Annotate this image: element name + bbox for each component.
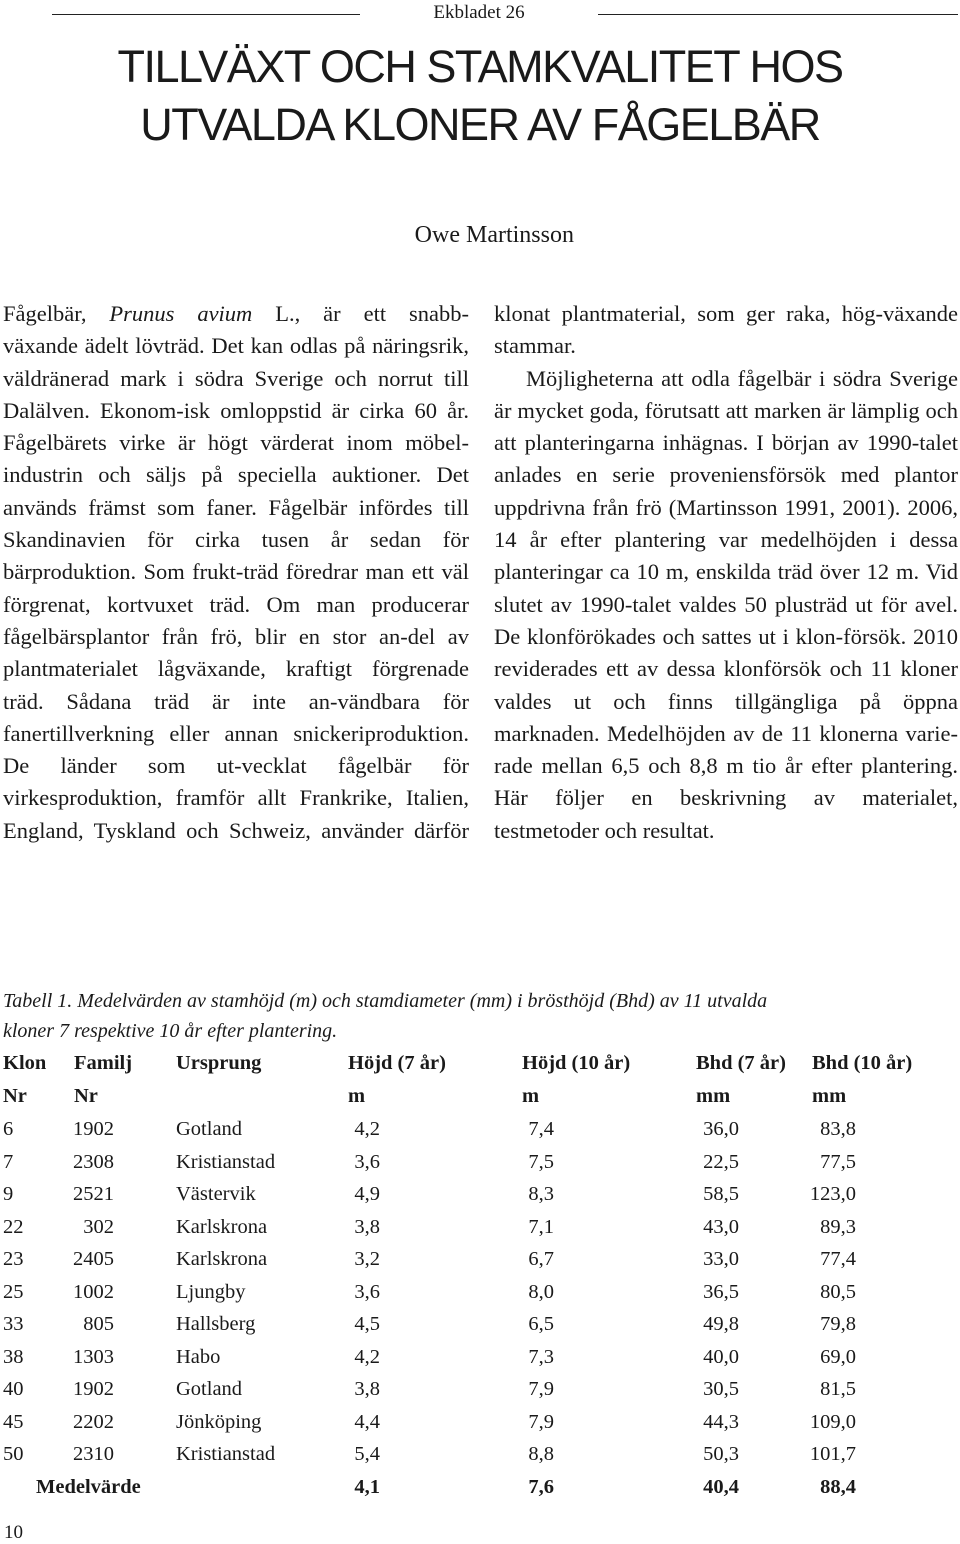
table-header-row-1 (0, 1052, 960, 1084)
cell-bhd-7: 44,3 (703, 1410, 739, 1433)
cell-hojd-7: 3,2 (354, 1248, 380, 1270)
header-rule-right (598, 14, 958, 15)
cell-bhd-7: 40,0 (703, 1345, 739, 1368)
table-row (0, 1313, 960, 1345)
cell-bhd-7: 36,0 (703, 1118, 739, 1140)
intro-first-line (3, 298, 469, 330)
cell-klon: 25 (3, 1280, 24, 1303)
cell-hojd-10: 7,1 (528, 1215, 554, 1238)
cell-bhd-7: 49,8 (703, 1313, 739, 1335)
cell-hojd-10: 7,4 (528, 1118, 554, 1140)
cell-familj: 1902 (73, 1118, 114, 1140)
cell-bhd-10: 80,5 (820, 1280, 856, 1303)
cell-bhd-7: 22,5 (703, 1150, 739, 1173)
col-header-hojd-10: Höjd (10 år) (522, 1052, 631, 1074)
cell-bhd-7: 33,0 (703, 1248, 739, 1270)
cell-familj: 1002 (73, 1280, 114, 1303)
cell-bhd-10: 77,5 (820, 1150, 856, 1173)
col-header-bhd-7: Bhd (7 år) (696, 1052, 786, 1074)
table-row (0, 1183, 960, 1215)
cell-bhd-10: 77,4 (820, 1248, 856, 1270)
intro-rest: växande ädelt lövträd. Det kan odlas på näringsrik, väldränerad mark i södra Sverige och norrut till Dalälven. Ekonom-isk omloppstid är cirka 60 år. Fågelbärets virke är högt värderat inom möbel-industrin och säljs på speciella auktioner. Det används främst som faner. Fågelbär infördes till Skandinavien för cirka tusen år sedan för bärproduktion. Som frukt-träd föredrar man ett väl förgrenat, kortvuxet träd. Om man producerar fågelbärsplantor från frö, blir en stor an-del av plantmaterialet lågväxande, kraftigt förgrenade träd. Sådana träd är inte an-vändbara för fanertillverkning eller annan snickeriproduktion. De länder som ut-vecklat fågelbär för virkesproduktion, framför allt Frankrike, Italien, England, Tyskland och Schweiz, använder därför (3, 333, 469, 843)
cell-ursprung: Gotland (176, 1118, 243, 1140)
table-footer-row (0, 1476, 960, 1508)
header-rule-left (52, 14, 360, 15)
body-column-left (3, 298, 469, 847)
cell-ursprung: Karlskrona (176, 1215, 268, 1238)
cell-klon: 23 (3, 1248, 24, 1270)
cell-ursprung: Kristianstad (176, 1150, 276, 1173)
table-row (0, 1151, 960, 1183)
cell-klon: 45 (3, 1410, 24, 1433)
page-number: 10 (4, 1522, 23, 1543)
author-name: Owe Martinsson (414, 222, 574, 248)
cell-ursprung: Hallsberg (176, 1313, 256, 1335)
cell-bhd-10: 123,0 (809, 1183, 856, 1205)
cell-bhd-7: 30,5 (703, 1378, 739, 1400)
cell-familj: 2308 (73, 1150, 114, 1173)
cell-ursprung: Karlskrona (176, 1248, 268, 1270)
cell-bhd-7: 36,5 (703, 1280, 739, 1303)
footer-bhd-10: 88,4 (820, 1476, 856, 1498)
unit-hojd-7: m (348, 1085, 366, 1107)
col-header-hojd-7: Höjd (7 år) (348, 1052, 446, 1074)
col-header-klon: Klon (3, 1052, 47, 1074)
cell-ursprung: Ljungby (176, 1280, 246, 1303)
cell-klon: 6 (3, 1118, 14, 1140)
cell-klon: 38 (3, 1345, 24, 1368)
cell-familj: 2310 (73, 1443, 114, 1465)
footer-bhd-7: 40,4 (703, 1476, 739, 1498)
cell-hojd-7: 3,8 (354, 1378, 380, 1400)
cell-bhd-10: 89,3 (820, 1215, 856, 1238)
cell-ursprung: Kristianstad (176, 1443, 276, 1465)
table-row (0, 1118, 960, 1150)
cell-hojd-10: 7,9 (528, 1378, 554, 1400)
cell-klon: 22 (3, 1215, 24, 1238)
title-line-2: UTVALDA KLONER AV FÅGELBÄR (140, 99, 820, 150)
cell-familj: 302 (83, 1215, 114, 1238)
table-row (0, 1378, 960, 1410)
cell-klon: 40 (3, 1378, 24, 1400)
cell-hojd-7: 3,8 (354, 1215, 380, 1238)
publication-name: Ekbladet 26 (433, 2, 525, 23)
cell-hojd-7: 4,9 (354, 1183, 380, 1205)
cell-hojd-7: 4,2 (354, 1345, 380, 1368)
table-row (0, 1443, 960, 1475)
latin-name: Prunus avium (109, 301, 253, 326)
cell-hojd-10: 7,3 (528, 1345, 554, 1368)
col-header-bhd-10: Bhd (10 år) (812, 1052, 913, 1074)
cell-ursprung: Västervik (176, 1183, 256, 1205)
table-caption (3, 986, 958, 1046)
intro-paragraph (3, 298, 469, 847)
cell-familj: 2521 (73, 1183, 114, 1205)
col-header-ursprung: Ursprung (176, 1052, 262, 1074)
cell-ursprung: Jönköping (176, 1410, 262, 1433)
cell-bhd-7: 50,3 (703, 1443, 739, 1465)
cell-bhd-10: 101,7 (809, 1443, 856, 1465)
cell-bhd-10: 83,8 (820, 1118, 856, 1140)
caption-line-2: kloner 7 respektive 10 år efter plantering. (3, 1020, 338, 1042)
cell-familj: 2202 (73, 1410, 114, 1433)
table-header-row-2 (0, 1085, 960, 1117)
cell-hojd-10: 6,7 (528, 1248, 554, 1270)
body-column-right (494, 298, 958, 847)
cell-bhd-7: 43,0 (703, 1215, 739, 1238)
paragraph-1: klonat plantmaterial, som ger raka, hög-växande stammar. (494, 301, 958, 359)
cell-hojd-7: 5,4 (354, 1443, 380, 1465)
cell-hojd-10: 6,5 (528, 1313, 554, 1335)
cell-bhd-7: 58,5 (703, 1183, 739, 1205)
table-row (0, 1411, 960, 1443)
cell-hojd-7: 4,2 (354, 1118, 380, 1140)
cell-klon: 33 (3, 1313, 24, 1335)
table-row (0, 1216, 960, 1248)
cell-hojd-7: 4,5 (354, 1313, 380, 1335)
unit-familj: Nr (74, 1085, 98, 1107)
intro-pre: Fågelbär, (3, 301, 110, 326)
unit-klon: Nr (3, 1085, 27, 1107)
table-row (0, 1281, 960, 1313)
cell-bhd-10: 79,8 (820, 1313, 856, 1335)
footer-label: Medelvärde (36, 1476, 141, 1498)
cell-familj: 1303 (73, 1345, 114, 1368)
caption-line-1: Tabell 1. Medelvärden av stamhöjd (m) och stamdiameter (mm) i brösthöjd (Bhd) av 11 utvalda (3, 990, 768, 1012)
footer-hojd-7: 4,1 (354, 1476, 380, 1498)
cell-hojd-7: 4,4 (354, 1410, 380, 1433)
footer-hojd-10: 7,6 (528, 1476, 554, 1498)
cell-ursprung: Gotland (176, 1378, 243, 1400)
cell-hojd-7: 3,6 (354, 1150, 380, 1173)
cell-hojd-10: 7,9 (528, 1410, 554, 1433)
cell-hojd-10: 8,8 (528, 1443, 554, 1465)
cell-klon: 50 (3, 1443, 24, 1465)
cell-familj: 2405 (73, 1248, 114, 1270)
intro-post: L., är ett snabb- (252, 301, 469, 326)
cell-klon: 7 (3, 1150, 14, 1173)
cell-klon: 9 (3, 1183, 14, 1205)
cell-hojd-10: 8,3 (528, 1183, 554, 1205)
title-line-1: TILLVÄXT OCH STAMKVALITET HOS (117, 41, 843, 92)
unit-hojd-10: m (522, 1085, 540, 1107)
cell-hojd-10: 8,0 (528, 1280, 554, 1303)
cell-bhd-10: 69,0 (820, 1345, 856, 1368)
col-header-familj: Familj (74, 1052, 133, 1074)
paragraph-2: Möjligheterna att odla fågelbär i södra Sverige är mycket goda, förutsatt att marken är lämplig och att planteringarna inhägnas. I början av 1990-talet anlades en serie proveniensförsök med plantor uppdrivna från frö (Martinsson 1991, 2001). 2006, 14 år efter plantering var medelhöjden i dessa planteringar ca 10 m, enskilda träd över 12 m. Vid slutet av 1990-talet valdes 50 plusträd ut för avel. De klonförökades och sattes ut i klon-försök. 2010 reviderades ett av dessa klonförsök och 11 kloner valdes ut och finns tillgängliga på öppna marknaden. Medelhöjden av de 11 klonerna varie-rade mellan 6,5 och 8,8 m tio år efter plantering. Här följer en beskrivning av materialet, testmetoder och resultat. (494, 365, 958, 843)
cell-familj: 805 (83, 1313, 114, 1335)
article-title (30, 38, 930, 154)
cell-familj: 1902 (73, 1378, 114, 1400)
cell-bhd-10: 109,0 (809, 1410, 856, 1433)
cell-ursprung: Habo (176, 1345, 221, 1368)
unit-bhd-7: mm (696, 1085, 731, 1107)
cell-bhd-10: 81,5 (820, 1378, 856, 1400)
table-row (0, 1346, 960, 1378)
unit-bhd-10: mm (812, 1085, 847, 1107)
cell-hojd-7: 3,6 (354, 1280, 380, 1303)
table-row (0, 1248, 960, 1280)
cell-hojd-10: 7,5 (528, 1150, 554, 1173)
